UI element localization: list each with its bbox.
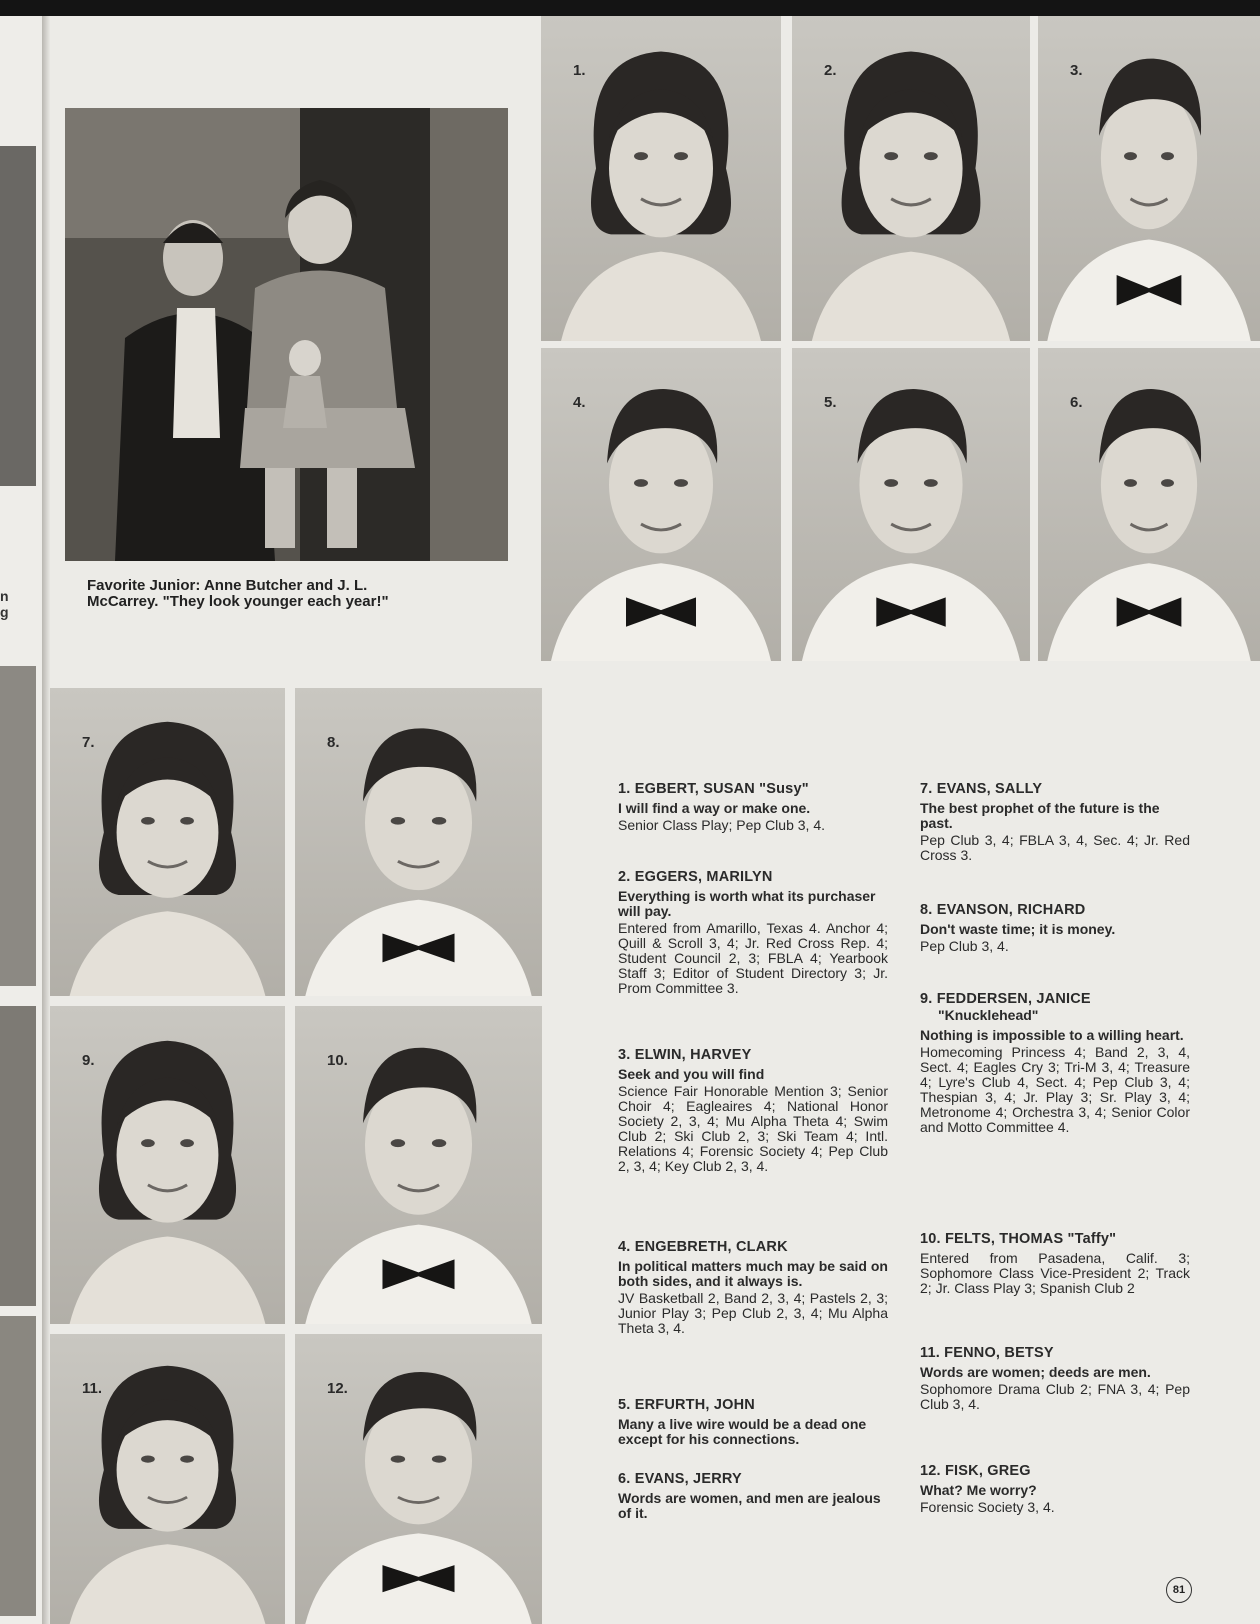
student-name: 2. EGGERS, MARILYN xyxy=(618,869,773,885)
portrait-number: 2. xyxy=(824,62,837,79)
student-portrait xyxy=(50,1334,285,1624)
student-entry xyxy=(920,1346,1190,1412)
student-motto: What? Me worry? xyxy=(920,1482,1037,1498)
student-entry xyxy=(618,870,888,996)
previous-page-strip xyxy=(0,16,50,1624)
student-name: 9. FEDDERSEN, JANICE xyxy=(920,991,1091,1007)
featured-photo-caption: Favorite Junior: Anne Butcher and J. L. McCarrey. "They look younger each year!" xyxy=(87,577,389,610)
student-activities: Pep Club 3, 4; FBLA 3, 4, Sec. 4; Jr. Red Cross 3. xyxy=(920,832,1190,863)
student-portrait xyxy=(1038,348,1260,661)
favorite-junior-photo xyxy=(65,108,508,561)
student-activities: Sophomore Drama Club 2; FNA 3, 4; Pep Club 3, 4. xyxy=(920,1381,1190,1412)
student-portrait xyxy=(50,1006,285,1324)
student-entry xyxy=(920,782,1190,863)
student-activities: Senior Class Play; Pep Club 3, 4. xyxy=(618,817,825,833)
student-name: 6. EVANS, JERRY xyxy=(618,1471,742,1487)
student-portrait xyxy=(295,1006,542,1324)
student-activities: Pep Club 3, 4. xyxy=(920,938,1009,954)
student-activities: Forensic Society 3, 4. xyxy=(920,1499,1055,1515)
portrait-number: 11. xyxy=(82,1380,103,1397)
portrait-number: 3. xyxy=(1070,62,1083,79)
student-name: 7. EVANS, SALLY xyxy=(920,781,1043,797)
student-name: 11. FENNO, BETSY xyxy=(920,1345,1054,1361)
student-entry xyxy=(920,992,1190,1135)
student-portrait xyxy=(50,688,285,996)
student-name: 12. FISK, GREG xyxy=(920,1463,1031,1479)
student-activities: Homecoming Princess 4; Band 2, 3, 4, Sect. 4; Eagles Cry 3; Tri-M 3, 4; Treasure 4; Lyre's Club 4, Sect. 4; Pep Club 3, 4; Thespian 3, 4; Jr. Play 3; Sr. Play 3, 4; Metronome 4; Orchestra 3, 4; Senior Color and Motto Committee 4. xyxy=(920,1044,1190,1135)
student-name: 10. FELTS, THOMAS "Taffy" xyxy=(920,1231,1117,1247)
student-motto: I will find a way or make one. xyxy=(618,800,811,816)
student-portrait xyxy=(295,1334,542,1624)
student-motto: Words are women; deeds are men. xyxy=(920,1364,1151,1380)
student-portrait xyxy=(295,688,542,996)
portrait-number: 8. xyxy=(327,734,340,751)
student-entry xyxy=(920,1232,1190,1296)
portrait-number: 4. xyxy=(573,394,586,411)
edge-letter: n xyxy=(0,588,9,604)
student-motto: Many a live wire would be a dead one except for his connections. xyxy=(618,1416,867,1447)
student-entry xyxy=(618,782,888,833)
edge-letter: g xyxy=(0,604,9,620)
student-activities: Science Fair Honorable Mention 3; Senior Choir 4; Eagleaires 4; National Honor Society 2, 3, 4; Mu Alpha Theta 4; Swim Club 2; Ski Club 2, 3; Ski Team 4; Intl. Relations 4; Forensic Society 4; Pep Club 2, 3, 4; Key Club 2, 3, 4. xyxy=(618,1083,888,1174)
student-name: 4. ENGEBRETH, CLARK xyxy=(618,1239,788,1255)
student-name: 1. EGBERT, SUSAN "Susy" xyxy=(618,781,809,797)
student-motto: Don't waste time; it is money. xyxy=(920,921,1116,937)
student-portrait xyxy=(541,348,781,661)
student-activities: JV Basketball 2, Band 2, 3, 4; Pastels 2, 3; Junior Play 3; Pep Club 2, 3, 4; Mu Alpha Theta 3, 4. xyxy=(618,1290,888,1336)
student-portrait xyxy=(1038,16,1260,341)
student-portrait xyxy=(792,16,1030,341)
student-entry xyxy=(618,1398,888,1449)
student-activities: Entered from Pasadena, Calif. 3; Sophomore Class Vice-President 2; Track 2; Jr. Class Play 3; Spanish Club 2 xyxy=(920,1250,1190,1296)
student-activities: Entered from Amarillo, Texas 4. Anchor 4; Quill & Scroll 3, 4; Jr. Red Cross Rep. 4; Student Council 2, 3; FBLA 4; Yearbook Staff 3; Editor of Student Directory 3; Jr. Prom Committee 3. xyxy=(618,920,888,996)
scan-top-edge xyxy=(0,0,1260,16)
student-entry xyxy=(920,1464,1190,1515)
student-motto: Nothing is impossible to a willing heart. xyxy=(920,1027,1184,1043)
portrait-number: 10. xyxy=(327,1052,348,1069)
portrait-number: 1. xyxy=(573,62,586,79)
page-number: 81 xyxy=(1166,1577,1192,1603)
student-name: 3. ELWIN, HARVEY xyxy=(618,1047,752,1063)
student-name: 5. ERFURTH, JOHN xyxy=(618,1397,755,1413)
student-entry xyxy=(920,903,1190,954)
portrait-number: 6. xyxy=(1070,394,1083,411)
portrait-number: 12. xyxy=(327,1380,348,1397)
student-motto: Everything is worth what its purchaser will pay. xyxy=(618,888,876,919)
student-nickname: "Knucklehead" xyxy=(938,1007,1039,1023)
student-portrait xyxy=(792,348,1030,661)
student-portrait xyxy=(541,16,781,341)
student-motto: The best prophet of the future is the past. xyxy=(920,800,1160,831)
student-entry xyxy=(618,1240,888,1336)
student-motto: Seek and you will find xyxy=(618,1066,765,1082)
student-motto: Words are women, and men are jealous of it. xyxy=(618,1490,881,1521)
student-entry xyxy=(618,1048,888,1174)
student-name: 8. EVANSON, RICHARD xyxy=(920,902,1086,918)
portrait-number: 7. xyxy=(82,734,95,751)
portrait-number: 9. xyxy=(82,1052,95,1069)
student-entry xyxy=(618,1472,888,1523)
student-motto: In political matters much may be said on both sides, and it always is. xyxy=(618,1258,888,1289)
portrait-number: 5. xyxy=(824,394,837,411)
